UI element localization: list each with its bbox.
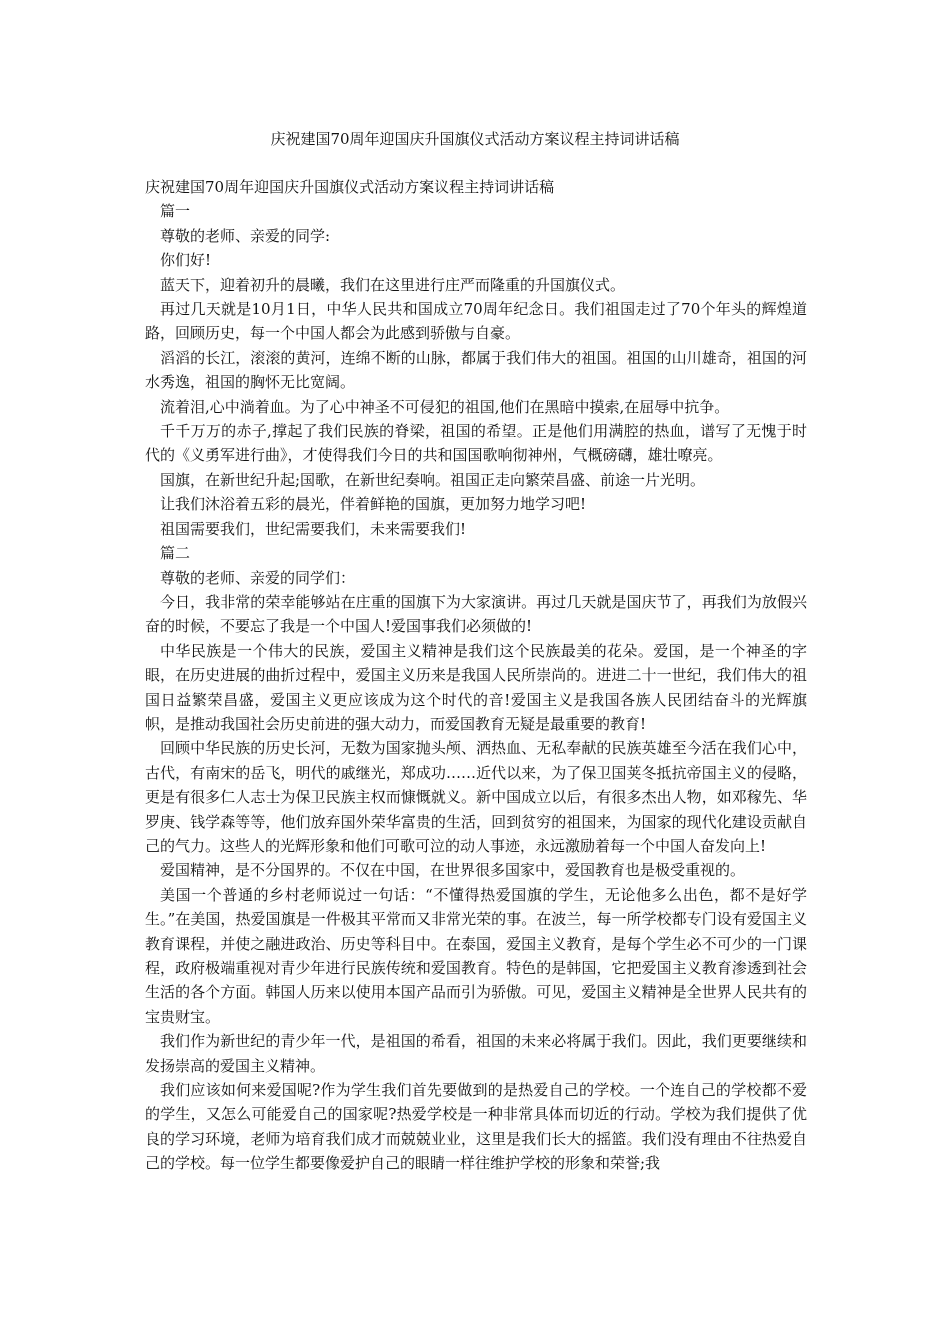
body-heading: 庆祝建国70周年迎国庆升国旗仪式活动方案议程主持词讲话稿 — [145, 178, 555, 196]
document-body — [145, 175, 807, 1176]
paragraph: 你们好! — [160, 251, 212, 270]
paragraph: 蓝天下，迎着初升的晨曦，我们在这里进行庄严而隆重的升国旗仪式。 — [160, 275, 626, 294]
section-label: 篇一 — [160, 202, 191, 221]
document-title: 庆祝建国70周年迎国庆升国旗仪式活动方案议程主持词讲话稿 — [270, 130, 680, 148]
paragraph: 美国一个普通的乡村老师说过一句话：“不懂得热爱国旗的学生，无论他多么出色，都不是好学生。”在美国，热爱国旗是一件极其平常而又非常光荣的事。在波兰，每一所学校都专门设有爱国主义教育课程，并使之融进政治、历史等科目中。在泰国，爱国主义教育，是每个学生必不可少的一门课程，政府极端重视对青少年进行民族传统和爱国教育。特色的是韩国，它把爱国主义教育渗透到社会生活的各个方面。韩国人历来以使用本国产品而引为骄傲。可见，爱国主义精神是全世界人民共有的宝贵财宝。 — [145, 885, 807, 1026]
paragraph: 回顾中华民族的历史长河，无数为国家抛头颅、洒热血、无私奉献的民族英雄至今活在我们心中，古代，有南宋的岳飞，明代的戚继光，郑成功……近代以来，为了保卫国荚冬抵抗帝国主义的侵略，更是有很多仁人志士为保卫民族主权而慷慨就义。新中国成立以后，有很多杰出人物，如邓稼先、华罗庚、钱学森等等，他们放弃国外荣华富贵的生活，回到贫穷的祖国来，为国家的现代化建设贡献自己的气力。这些人的光辉形象和他们可歌可泣的动人事迹，永远激励着每一个中国人奋发向上! — [145, 739, 807, 855]
paragraph: 中华民族是一个伟大的民族，爱国主义精神是我们这个民族最美的花朵。爱国，是一个神圣的字眼，在历史进展的曲折过程中，爱国主义历来是我国人民所崇尚的。进进二十一世纪，我们伟大的祖国日益繁荣昌盛，爱国主义更应该成为这个时代的音!爱国主义是我国各族人民团结奋斗的光辉旗帜，是推动我国社会历史前进的强大动力，而爱国教育无疑是最重要的教育! — [145, 641, 807, 733]
paragraph: 祖国需要我们，世纪需要我们，未来需要我们! — [160, 519, 467, 538]
paragraph: 我们应该如何来爱国呢?作为学生我们首先要做到的是热爱自己的学校。一个连自己的学校都不爱的学生，又怎么可能爱自己的国家呢?热爱学校是一种非常具体而切近的行动。学校为我们提供了优良的学习环境，老师为培育我们成才而兢兢业业，这里是我们长大的摇篮。我们没有理由不往热爱自己的学校。每一位学生都要像爱护自己的眼睛一样往维护学校的形象和荣誉;我 — [145, 1081, 807, 1173]
paragraph: 国旗，在新世纪升起;国歌，在新世纪奏响。祖国正走向繁荣昌盛、前途一片光明。 — [160, 470, 706, 489]
paragraph: 今日，我非常的荣幸能够站在庄重的国旗下为大家演讲。再过几天就是国庆节了，再我们为放假兴奋的时候，不要忘了我是一个中国人!爱国事我们必须做的! — [145, 592, 807, 636]
paragraph: 爱国精神，是不分国界的。不仅在中国，在世界很多国家中，爱国教育也是极受重视的。 — [160, 861, 746, 880]
paragraph: 滔滔的长江，滚滚的黄河，连绵不断的山脉，都属于我们伟大的祖国。祖国的山川雄奇，祖国的河水秀逸，祖国的胸怀无比宽阔。 — [145, 348, 807, 392]
paragraph: 我们作为新世纪的青少年一代，是祖国的希看，祖国的未来必将属于我们。因此，我们更要继续和发扬崇高的爱国主义精神。 — [145, 1032, 807, 1075]
paragraph: 流着泪,心中淌着血。为了心中神圣不可侵犯的祖国,他们在黑暗中摸索,在屈辱中抗争。 — [160, 397, 730, 416]
section-label: 篇二 — [160, 544, 191, 563]
salutation: 尊敬的老师、亲爱的同学: — [160, 226, 331, 245]
paragraph: 再过几天就是10月1日，中华人民共和国成立70周年纪念日。我们祖国走过了70个年头的辉煌道路，回顾历史，每一个中国人都会为此感到骄傲与自豪。 — [145, 300, 807, 343]
paragraph: 让我们沐浴着五彩的晨光，伴着鲜艳的国旗，更加努力地学习吧! — [160, 495, 587, 514]
paragraph: 千千万万的赤子,撑起了我们民族的脊梁，祖国的希望。正是他们用满腔的热血，谱写了无愧于时代的《义勇军进行曲》，才使得我们今日的共和国国歌响彻神州，气概磅礴，雄壮嘹亮。 — [145, 422, 807, 465]
salutation: 尊敬的老师、亲爱的同学们： — [160, 568, 356, 587]
